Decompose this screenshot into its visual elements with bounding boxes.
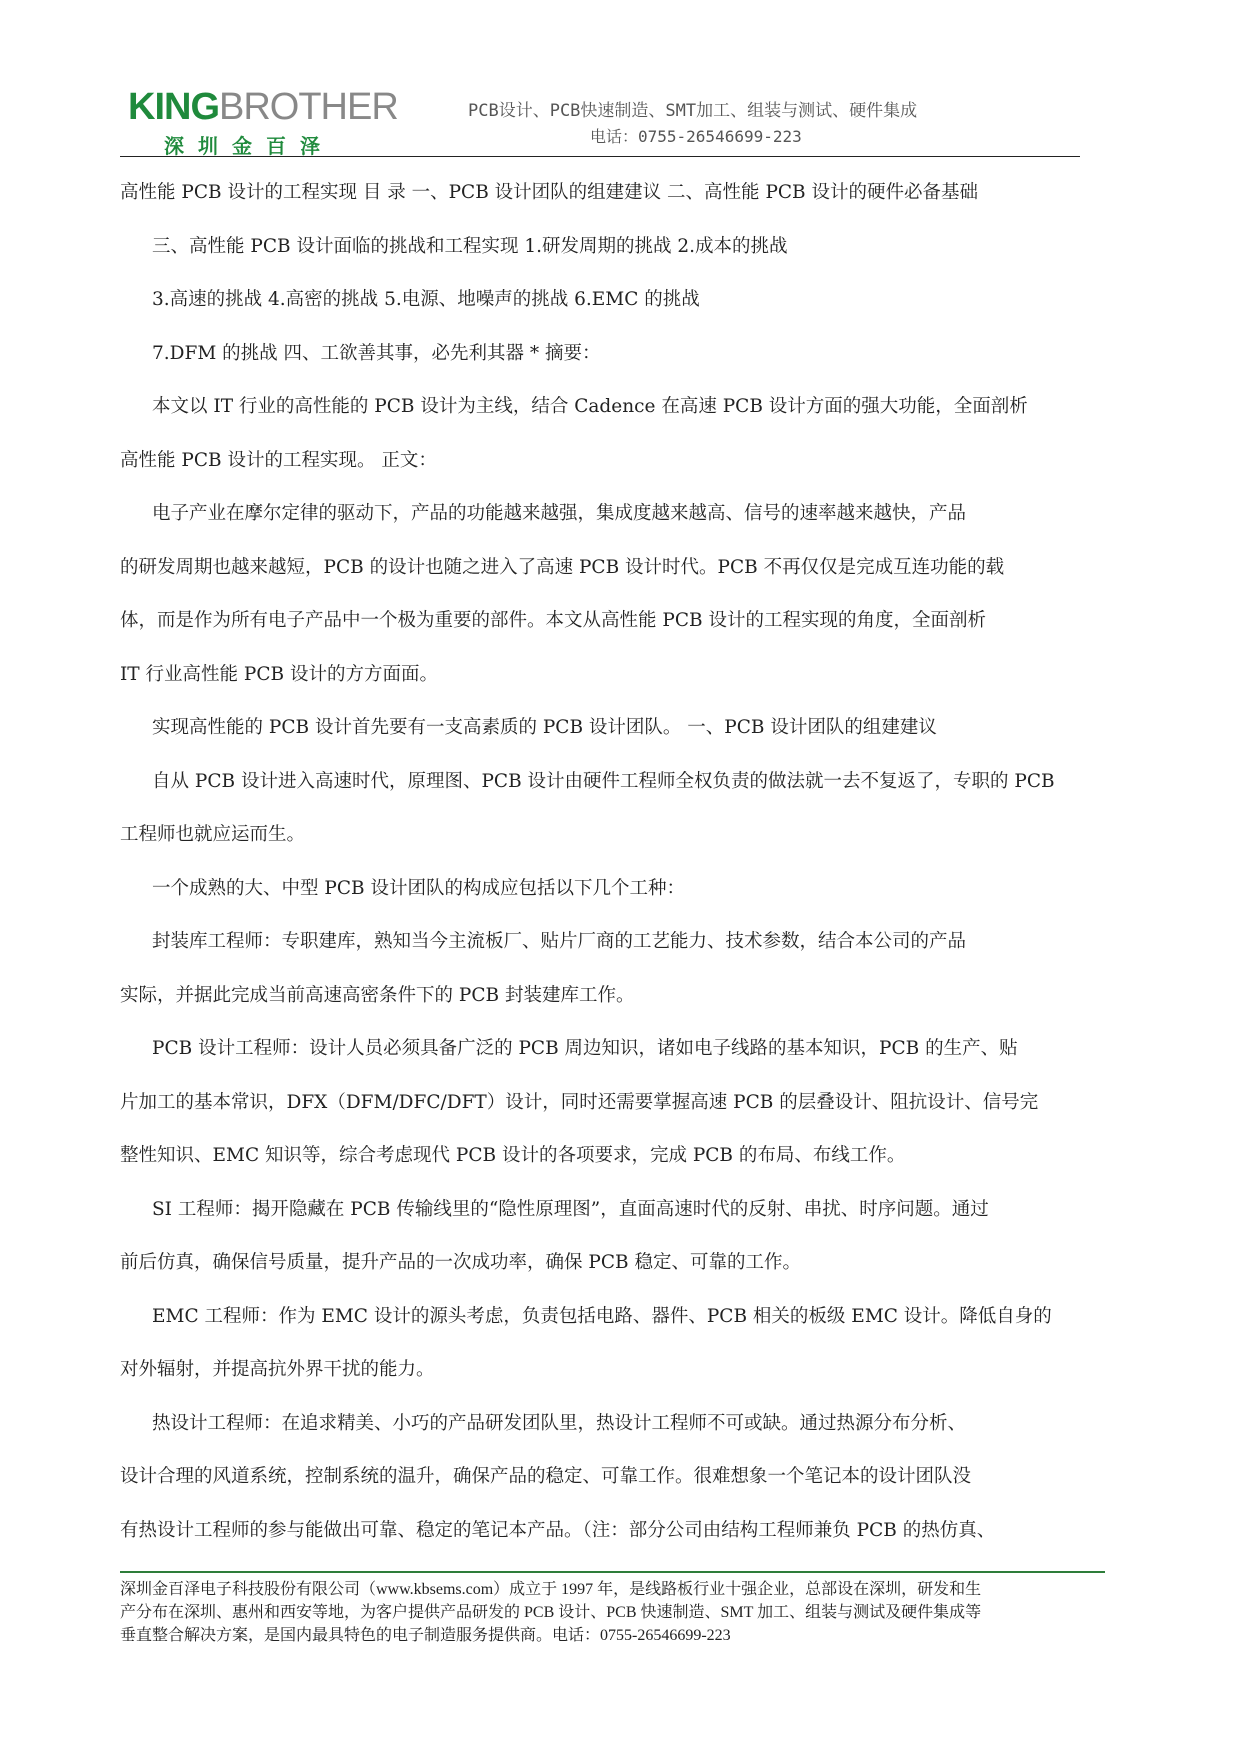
page-footer: [120, 1578, 1130, 1647]
company-logo: [128, 88, 418, 158]
text-line: 电子产业在摩尔定律的驱动下，产品的功能越来越强，集成度越来越高、信号的速率越来越快，产品: [152, 503, 967, 524]
header-divider: [120, 156, 1080, 157]
text-line: 3.高速的挑战 4.高密的挑战 5.电源、地噪声的挑战 6.EMC 的挑战: [152, 289, 700, 310]
text-line: 三、高性能 PCB 设计面临的挑战和工程实现 1.研发周期的挑战 2.成本的挑战: [152, 235, 788, 257]
text-line: 设计合理的风道系统，控制系统的温升，确保产品的稳定、可靠工作。很难想象一个笔记本的设计团队没: [120, 1466, 972, 1487]
text-line: 一个成熟的大、中型 PCB 设计团队的构成应包括以下几个工种：: [152, 877, 685, 899]
text-line: 前后仿真，确保信号质量，提升产品的一次成功率，确保 PCB 稳定、可靠的工作。: [120, 1252, 801, 1273]
text-line: 实现高性能的 PCB 设计首先要有一支高素质的 PCB 设计团队。 一、PCB 设计团队的组建建议: [152, 717, 937, 738]
header-phone: 电话：0755-26546699-223: [590, 127, 802, 146]
logo-king-text: KING: [128, 86, 219, 128]
header-tagline: PCB设计、PCB快速制造、SMT加工、组装与测试、硬件集成: [468, 101, 918, 121]
text-line: 体，而是作为所有电子产品中一个极为重要的部件。本文从高性能 PCB 设计的工程实现的角度，全面剖析: [120, 610, 986, 631]
text-line: 实际，并据此完成当前高速高密条件下的 PCB 封装建库工作。: [120, 984, 635, 1006]
text-line: SI 工程师：揭开隐藏在 PCB 传输线里的“隐性原理图”，直面高速时代的反射、串扰、时序问题。通过: [152, 1198, 989, 1220]
text-line: 的研发周期也越来越短，PCB 的设计也随之进入了高速 PCB 设计时代。PCB 不再仅仅是完成互连功能的载: [120, 556, 1005, 578]
logo-brother-text: BROTHER: [219, 86, 398, 128]
logo-wordmark: [128, 88, 418, 126]
text-line: 封装库工程师：专职建库，熟知当今主流板厂、贴片厂商的工艺能力、技术参数，结合本公司的产品: [152, 931, 967, 952]
text-line: 7.DFM 的挑战 四、工欲善其事，必先利其器 * 摘要：: [152, 342, 601, 364]
text-line: 本文以 IT 行业的高性能的 PCB 设计为主线，结合 Cadence 在高速 PCB 设计方面的强大功能，全面剖析: [152, 396, 1028, 417]
text-line: 高性能 PCB 设计的工程实现。 正文：: [120, 449, 437, 471]
text-line: 对外辐射，并提高抗外界干扰的能力。: [120, 1359, 435, 1380]
text-line: 自从 PCB 设计进入高速时代，原理图、PCB 设计由硬件工程师全权负责的做法就一去不复返了，专职的 PCB: [152, 770, 1055, 792]
footer-line: 深圳金百泽电子科技股份有限公司（www.kbsems.com）成立于 1997 年，是线路板行业十强企业，总部设在深圳，研发和生: [120, 1581, 982, 1598]
text-line: EMC 工程师：作为 EMC 设计的源头考虑，负责包括电路、器件、PCB 相关的板级 EMC 设计。降低自身的: [152, 1305, 1052, 1327]
text-line: IT 行业高性能 PCB 设计的方方面面。: [120, 663, 438, 685]
footer-line: 垂直整合解决方案，是国内最具特色的电子制造服务提供商。电话：0755-26546699-223: [120, 1627, 731, 1644]
text-line: 片加工的基本常识，DFX（DFM/DFC/DFT）设计，同时还需要掌握高速 PCB 的层叠设计、阻抗设计、信号完: [120, 1091, 1039, 1113]
logo-chinese-name: 深圳金百泽: [164, 134, 334, 158]
footer-divider: [120, 1571, 1105, 1573]
document-body: [120, 166, 1150, 1557]
text-line: 整性知识、EMC 知识等，综合考虑现代 PCB 设计的各项要求，完成 PCB 的布局、布线工作。: [120, 1145, 906, 1166]
text-line: 工程师也就应运而生。: [120, 824, 306, 845]
text-line: 高性能 PCB 设计的工程实现 目 录 一、PCB 设计团队的组建建议 二、高性能 PCB 设计的硬件必备基础: [120, 182, 979, 203]
footer-line: 产分布在深圳、惠州和西安等地，为客户提供产品研发的 PCB 设计、PCB 快速制造、SMT 加工、组装与测试及硬件集成等: [120, 1604, 982, 1621]
text-line: PCB 设计工程师：设计人员必须具备广泛的 PCB 周边知识，诸如电子线路的基本知识，PCB 的生产、贴: [152, 1038, 1018, 1059]
text-line: 有热设计工程师的参与能做出可靠、稳定的笔记本产品。（注：部分公司由结构工程师兼负 PCB 的热仿真、: [120, 1519, 996, 1541]
text-line: 热设计工程师：在追求精美、小巧的产品研发团队里，热设计工程师不可或缺。通过热源分布分析、: [152, 1412, 967, 1434]
